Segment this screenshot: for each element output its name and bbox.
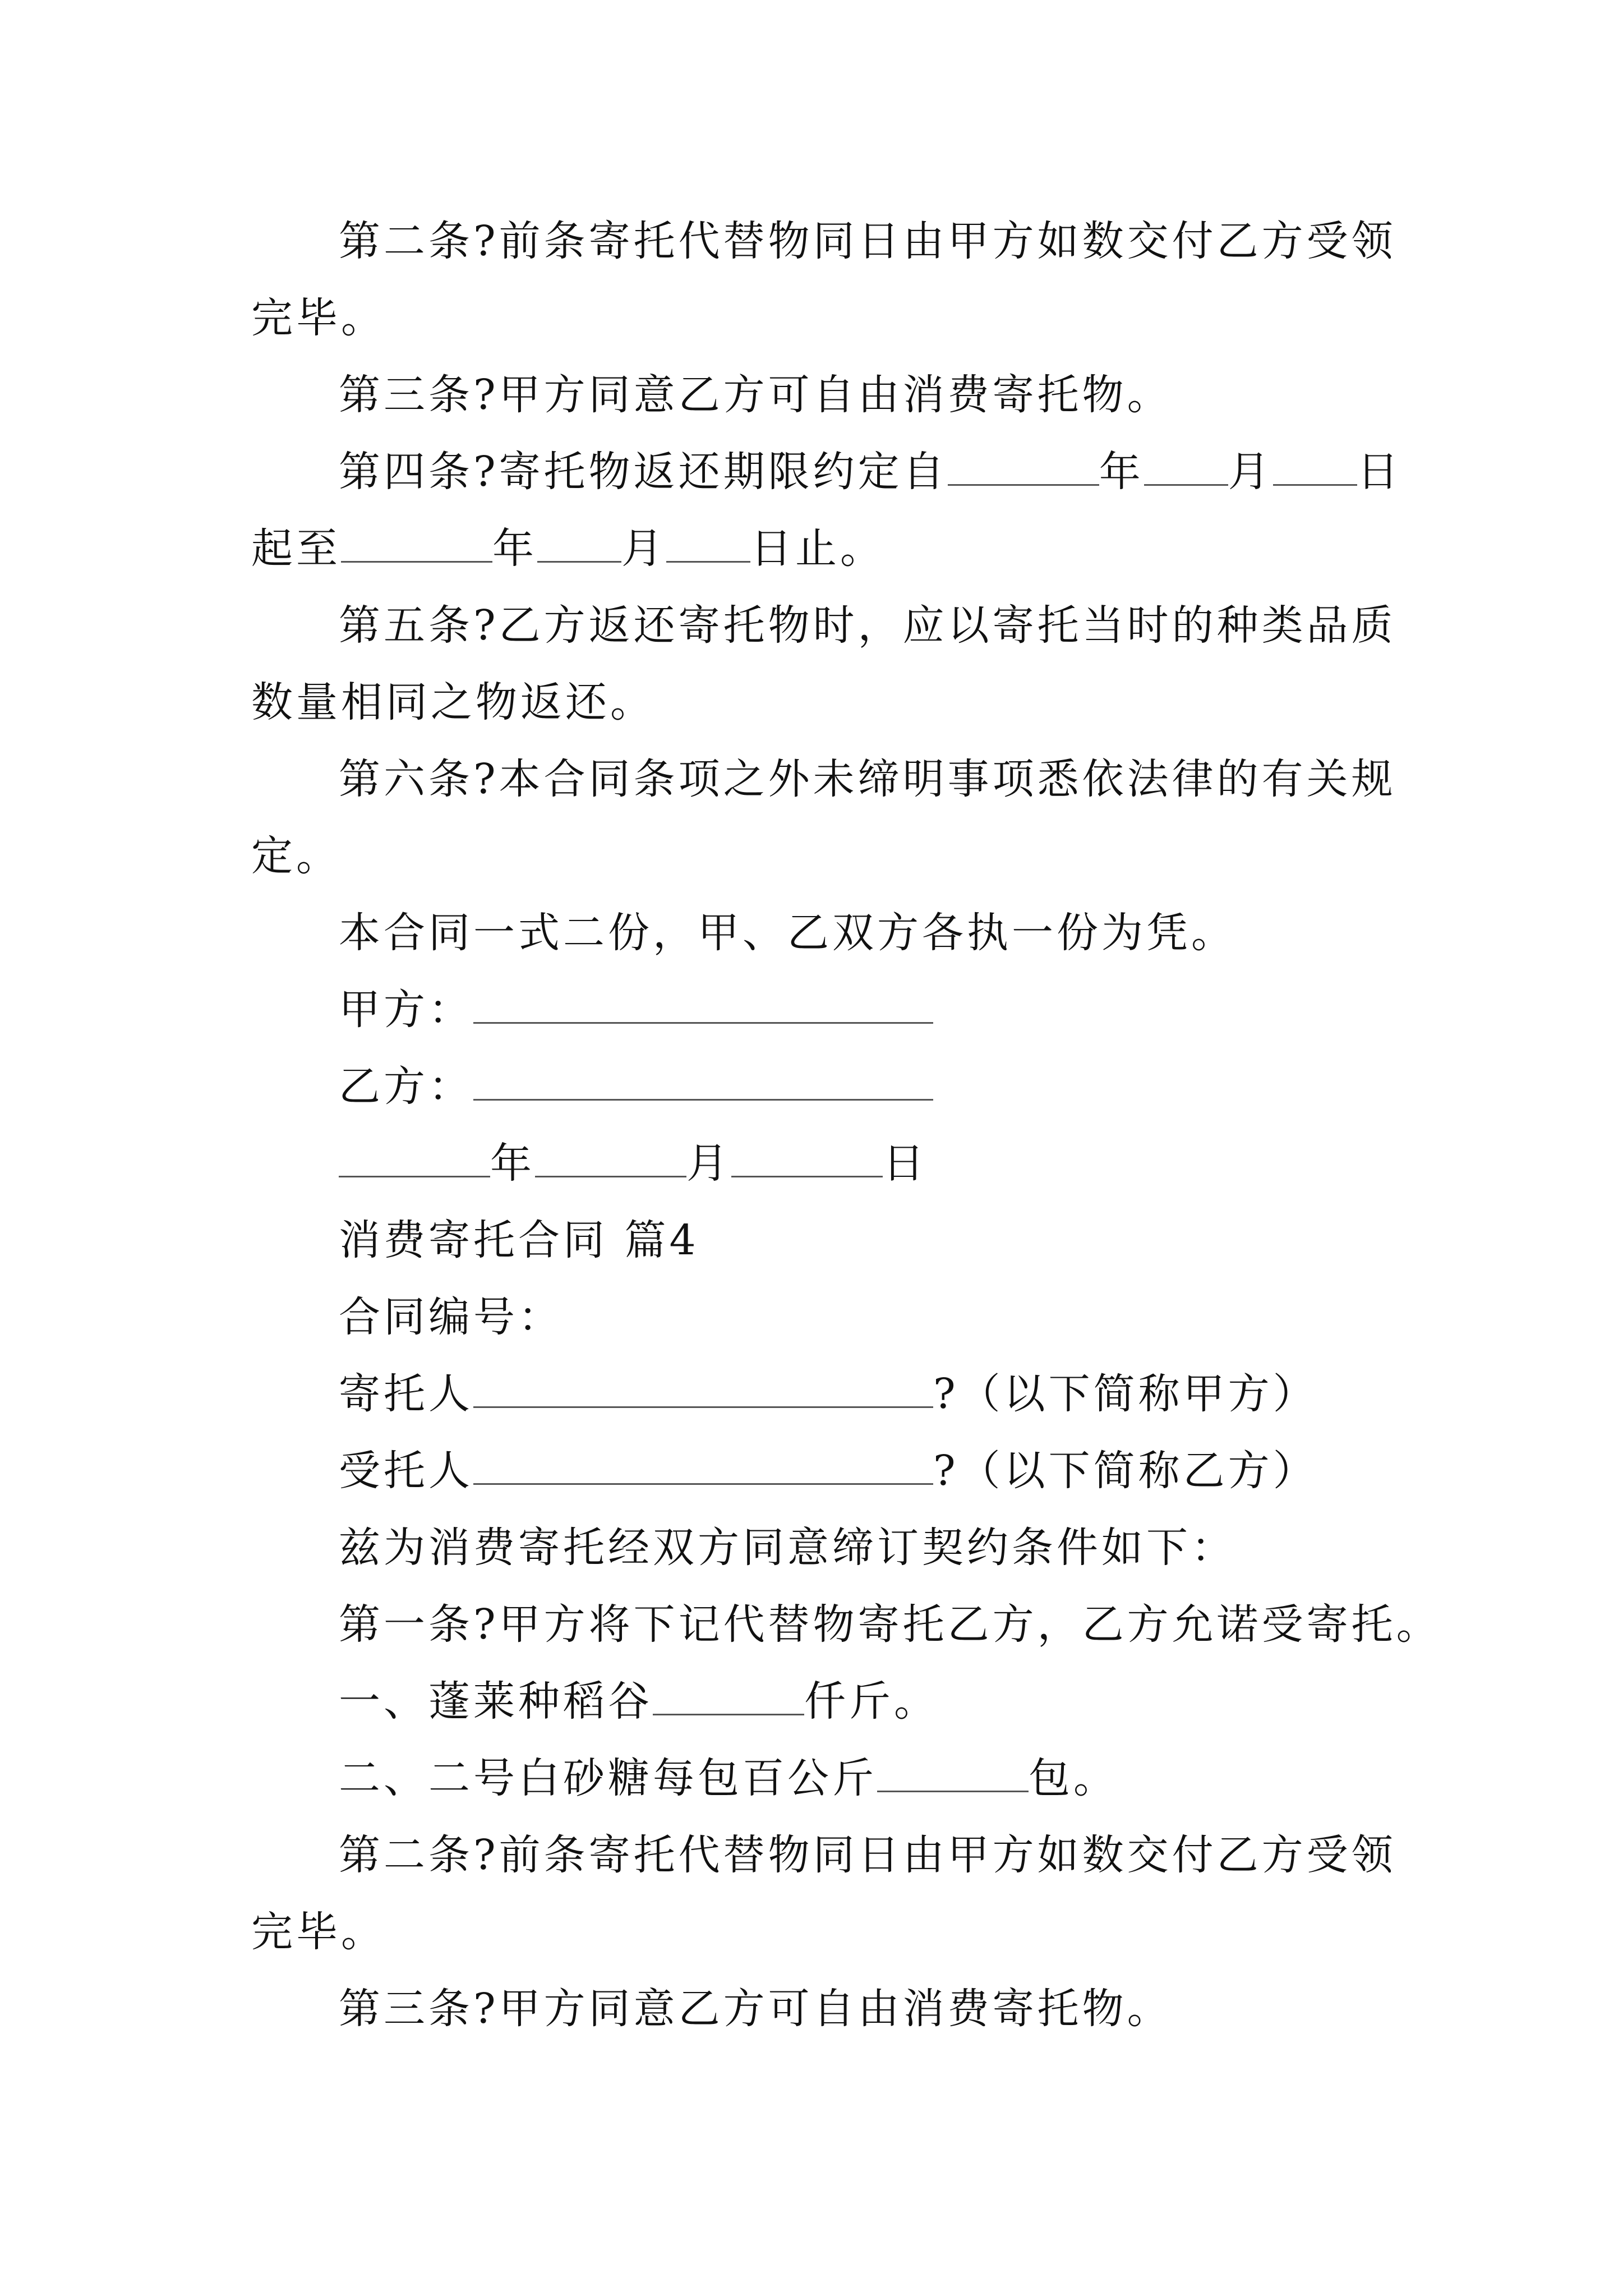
clause-6-paragraph: 第六条?本合同条项之外未缔明事项悉依法律的有关规定。 (251, 755, 1396, 880)
party-b-line: 乙方： (251, 1048, 1423, 1125)
blank-sign-year[interactable] (339, 1143, 490, 1177)
clause-4-paragraph: 第四条?寄托物返还期限约定自 年 月 日起至 年 月 日止。 (251, 448, 1402, 573)
blank-depositor[interactable] (473, 1374, 933, 1408)
contract-body (251, 203, 1441, 2047)
clause-5-paragraph: 第五条?乙方返还寄托物时，应以寄托当时的种类品质数量相同之物返还。 (251, 601, 1396, 726)
item-sugar-line: 二、二号白砂糖每包百公斤 包。 (339, 1754, 1118, 1802)
section-title: 消费寄托合同 篇4 (339, 1216, 699, 1264)
blank-sugar-quantity[interactable] (877, 1758, 1029, 1792)
clause-1-paragraph: 第一条?甲方将下记代替物寄托乙方，乙方允诺受寄托。 (339, 1600, 1441, 1649)
clause-3-repeat-paragraph: 第三条?甲方同意乙方可自由消费寄托物。 (339, 1985, 1172, 2033)
blank-sign-month[interactable] (535, 1143, 686, 1177)
blank-rice-quantity[interactable] (653, 1681, 804, 1715)
depositary-line: 受托人 ?（以下简称乙方） (339, 1447, 1318, 1495)
blank-end-year[interactable] (341, 528, 492, 563)
blank-party-b[interactable] (473, 1066, 933, 1101)
sign-date-line: 年 月 日 (251, 1125, 1423, 1202)
clause-2-repeat-paragraph: 第二条?前条寄托代替物同日由甲方如数交付乙方受领完毕。 (251, 1831, 1396, 1956)
blank-sign-day[interactable] (731, 1143, 883, 1177)
blank-party-a[interactable] (473, 990, 933, 1024)
copies-paragraph: 本合同一式二份，甲、乙双方各执一份为凭。 (339, 909, 1236, 957)
blank-end-month[interactable] (537, 528, 621, 563)
blank-start-day[interactable] (1273, 452, 1357, 486)
clause-3-paragraph: 第三条?甲方同意乙方可自由消费寄托物。 (339, 371, 1172, 419)
blank-start-year[interactable] (948, 452, 1099, 486)
item-rice-line: 一、蓬莱种稻谷 仟斤。 (339, 1677, 939, 1726)
blank-start-month[interactable] (1144, 452, 1228, 486)
preamble-paragraph: 兹为消费寄托经双方同意缔订契约条件如下： (339, 1524, 1236, 1572)
depositor-line: 寄托人 ?（以下简称甲方） (339, 1370, 1318, 1418)
blank-end-day[interactable] (666, 528, 750, 563)
clause-2-paragraph: 第二条?前条寄托代替物同日由甲方如数交付乙方受领完毕。 (251, 217, 1396, 342)
contract-number-line: 合同编号： (339, 1293, 563, 1341)
party-a-line: 甲方： (251, 972, 1423, 1048)
blank-depositary[interactable] (473, 1451, 933, 1485)
